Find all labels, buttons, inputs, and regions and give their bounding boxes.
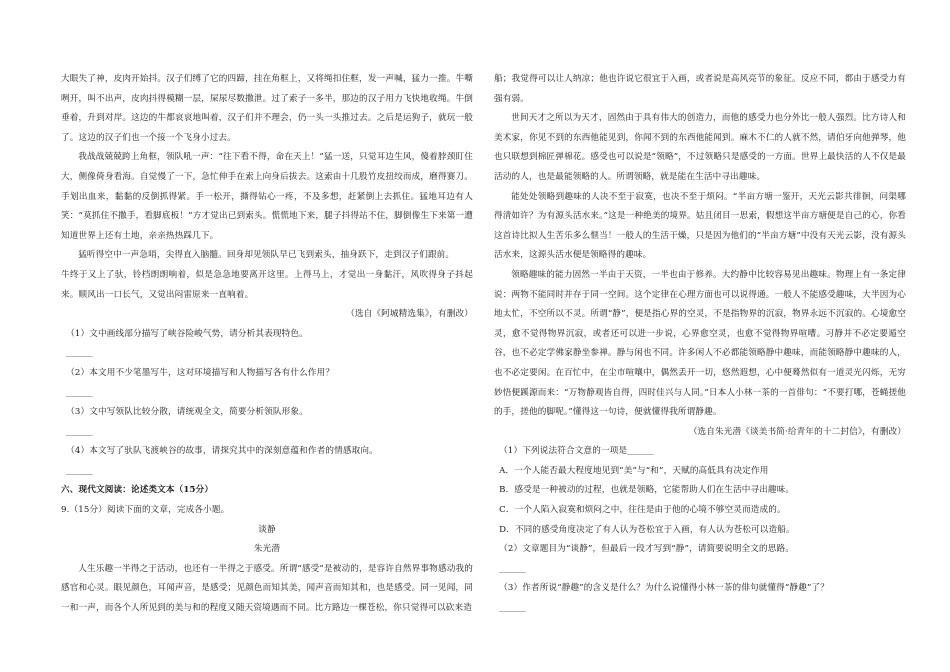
essay-question-3: （3）作者所说“静趣”的含义是什么？为什么说懂得小林一茶的俳句就懂得“静趣”了？ <box>499 583 829 594</box>
essay-paragraph: 能处处领略到趣味的人决不至于寂寞，也决不至于烦闷。“半亩方塘一鉴开，天光云影共徘徊，问渠哪得清如许？为有源头活水来。”这是一种绝美的境界。姑且闭目一思索，假想这半亩方塘便是自己的心，你看这首诗比拟人生苦乐多么惬当！一般人的生活干燥，只是因为他们的“半亩方塘”中没有天光云影，没有源头活水来，这源头活水便是领略得的趣味。 <box>494 191 906 261</box>
answer-line: ______ <box>66 348 93 359</box>
essay-paragraph: 船；我觉得可以让人纳凉；他也许说它很宜于入画，或者说是高风亮节的象征。反应不同，都由于感受力有强有弱。 <box>494 74 906 104</box>
essay-question-2: （2）文章题目为“谈静”，但最后一段才写到“静”，请简要说明全文的思路。 <box>499 544 795 555</box>
option-b: B．感受是一种被动的过程，也就是领略，它能帮助人们在生活中寻出趣味。 <box>499 485 795 496</box>
question-9-intro: 9.（15分）阅读下面的文章，完成各小题。 <box>61 505 230 516</box>
essay-author: 朱光潜 <box>253 544 281 555</box>
answer-line: ______ <box>66 387 93 398</box>
question-stem: （1）下列说法符合文意的一项是 <box>499 446 628 457</box>
option-d: D．不同的感受角度决定了有人认为苍松宜于入画，有人认为苍松可以造船。 <box>499 524 795 535</box>
story-paragraph: 猛听得空中一声急哨，尖得直入脑髓。回身却见领队早已飞到索头，抽身跃下，走到汉子们跟前。 <box>78 250 455 261</box>
left-column <box>61 70 473 619</box>
option-a: A．一个人能否最大程度地见到“美”与“和”，天赋的高低具有决定作用 <box>499 465 769 476</box>
essay-paragraph: 世间天才之所以为天才，固然由于具有伟大的创造力，而他的感受力也分外比一般人强烈。比方诗人和美术家，你见不到的东西他能见到，你闻不到的东西他能闻到。麻木不仁的人就不然，请伯牙向他弹琴，他也只联想到棉匠弹棉花。感受也可以说是“领略”，不过领略只是感受的一方面。世界上最快活的人不仅是最活动的人，也是最能领略的人。所谓领略，就是能在生活中寻出趣味。 <box>494 113 906 182</box>
answer-line: ______ <box>499 563 526 574</box>
story-paragraph: 牛终于又上了驮，铃档朗朗响着，似是急急地要离开这里。上得马上，才觉出一身黏汗，风吹得身子抖起来。顺风出一口长气，又觉出闷雷原来一直响着。 <box>61 269 473 300</box>
story-question-1: （1）文中画线部分描写了峡谷险峻气势，请分析其表现特色。 <box>66 328 308 339</box>
story-question-3: （3）文中写领队比较分散，请统观全文，简要分析领队形象。 <box>66 407 308 418</box>
right-column <box>494 70 906 619</box>
answer-blank: ______ <box>627 446 654 457</box>
answer-line: ______ <box>499 603 526 614</box>
option-c: C．一个人陷入寂寞和烦闷之中，往往是由于他的心境不够空灵而造成的。 <box>499 505 786 516</box>
essay-source: （选自朱光潜《谈美书简·给青年的十二封信》，有删改） <box>688 426 906 437</box>
story-paragraph: 我战战兢兢跨上角框，领队吼一声：“往下看不得，命在天上！”猛一送，只觉耳边生风，傻着脖颈盯住大，侧像倚身看海。自觉慢了一下，急忙伸手在索上向身后拔去。这索由十几股竹皮扭绞而成，磨得赛刀。手划出血来，黏黏的反倒抓得紧。手一松开，撕得钻心一疼，不及多想，赶紧倒上去抓住。猛地耳边有人笑：“莫抓住不撒手，看脚底板！”方才觉出已到索头。慌慌地下来，腿子抖得站不住，脚倒像生下来第一遭知道世界上还有土地，亲亲热热踩几下。 <box>61 152 473 241</box>
answer-line: ______ <box>66 426 93 437</box>
essay-title: 谈静 <box>258 524 276 535</box>
essay-paragraph: 领略趣味的能力固然一半由于天资，一半也由于修养。大约静中比较容易见出趣味。物理上有一条定律说：两物不能同时并存于同一空间。这个定律在心理方面也可以说得通。一般人不能感受趣味，大半因为心地太忙，不空所以不灵。所谓“静”，便是指心界的空灵，不是指物界的沉寂，物界永远不沉寂的。心境愈空灵，愈不觉得物界沉寂，或者还可以进一步说，心界愈空灵，也愈不觉得物界喧嘈。习静并不必定要遁空谷，也不必定学佛家静坐参禅。静与闲也不同。许多闲人不必都能领略静中趣味，而能领略静中趣味的人，也不必定要闲。在百忙中，在尘市喧嚷中，偶然丢开一切，悠然遐想，心中便蓦然似有一道灵光闪烁，无穷妙悟便蹊源而来：“万物静观皆自得，四时佳兴与人同。”日本人小林一茶的一首俳句：“不要打哪，苍蝇搓他的手，搓他的脚呢。”懂得这一句诗，便就懂得我所谓静趣。 <box>494 269 906 418</box>
story-paragraph: 大眼失了神，皮肉开始抖。汉子们缚了它的四蹄，挂在角框上，又将绳扣住框，发一声喊，猛力一推。牛嘶咧开，叫不出声，皮肉抖得模糊一层，屎尿尽数撒泄。过了索子一多半，那边的汉子用力飞快地收绳。牛倒垂着，升到对岸。这边的牛都哀哀地叫着，汉子们并不理会，仍一头一头推过去。之后是运狗子，就玩一般了。这边的汉子们也一个接一个飞身小过去。 <box>61 74 473 143</box>
story-source: （选自《阿城精选集》，有删改） <box>346 309 473 320</box>
essay-paragraph: 人生乐趣一半得之于活动，也还有一半得之于感受。所谓“感受”是被动的，是容许自然界事物感动我的感官和心灵。眼见颜色，耳闻声音，是感受；见颜色而知其美，闻声音而知其和，也是感受。同一见闻，同一和一声，而各个人所见到的美与和的程度又随天资境遇而不同。比方路边一棵苍松，你只觉得可以砍来造 <box>61 563 473 614</box>
essay-question-1 <box>494 442 906 462</box>
story-question-2: （2）本文用不少笔墨写牛，这对环境描写和人物描写各有什么作用？ <box>66 367 335 378</box>
story-question-4: （4）本文写了驮队飞渡峡谷的故事，请探究其中的深刻意蕴和作者的情感取向。 <box>66 446 378 457</box>
answer-line: ______ <box>66 465 93 476</box>
section-title: 六、现代文阅读：论述类文本（15分） <box>61 485 214 496</box>
